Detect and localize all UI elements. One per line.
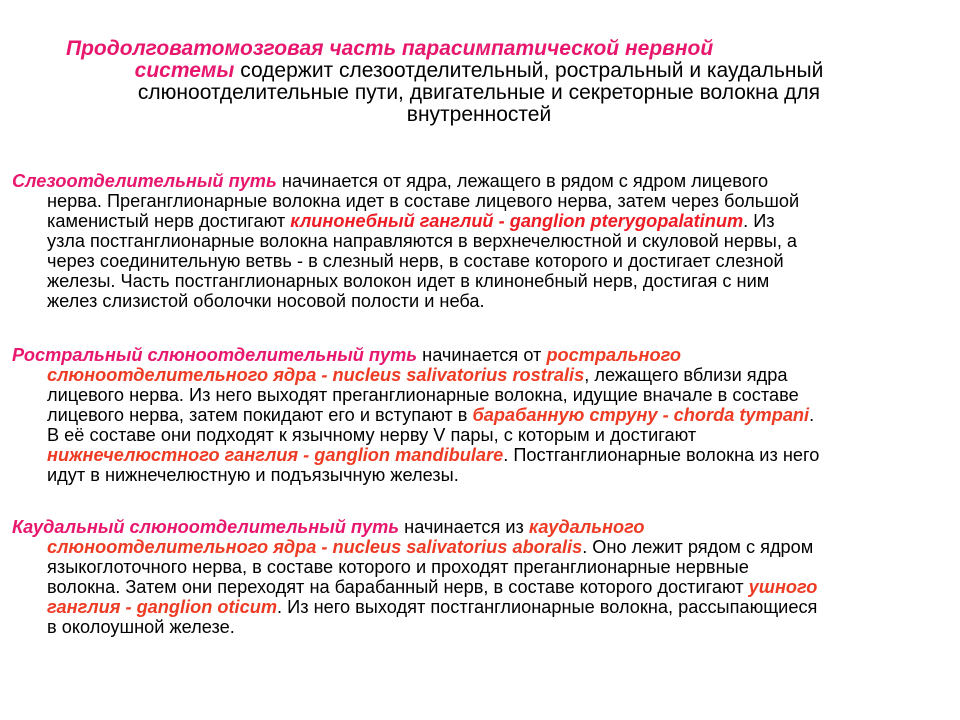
paragraph-rostral-path bbox=[12, 345, 957, 485]
term-caudal-nucleus: каудального bbox=[528, 517, 645, 537]
paragraph-line bbox=[12, 517, 957, 537]
title-line-3: слюноотделительные пути, двигательные и секреторные волокна для bbox=[137, 81, 821, 104]
term-lacrimal-path: Слезоотделительный путь bbox=[12, 171, 277, 191]
paragraph-text: . bbox=[809, 405, 815, 425]
paragraph-line: языкоглоточного нерва, в составе которого и проходят преганглионарные нервные bbox=[47, 557, 749, 577]
paragraph-line bbox=[12, 365, 957, 385]
paragraph-text: начинается из bbox=[399, 517, 529, 537]
title-line-2 bbox=[66, 60, 892, 82]
paragraph-line bbox=[12, 445, 957, 465]
term-pterygopalatine-ganglion: клинонебный ганглий - ganglion pterygopalatinum bbox=[290, 211, 744, 231]
paragraph-line: железы. Часть постганглионарных волокон идет в клинонебный нерв, достигая с ним bbox=[47, 271, 770, 291]
paragraph-line bbox=[12, 345, 957, 365]
paragraph-line bbox=[12, 577, 957, 597]
paragraph-text: начинается от ядра, лежащего в рядом с ядром лицевого bbox=[276, 171, 769, 191]
paragraph-line: нерва. Преганглионарные волокна идет в составе лицевого нерва, затем через большой bbox=[47, 191, 800, 211]
term-rostral-path: Ростральный слюноотделительный путь bbox=[12, 345, 418, 365]
term-otic-ganglion: ушного bbox=[748, 577, 818, 597]
title-line-2-text: содержит слезоотделительный, ростральный и каудальный bbox=[234, 59, 824, 82]
term-caudal-path: Каудальный слюноотделительный путь bbox=[12, 517, 400, 537]
paragraph-line bbox=[12, 211, 957, 231]
slide-title bbox=[66, 38, 892, 126]
paragraph-text: . Оно лежит рядом с ядром bbox=[582, 537, 814, 557]
paragraph-text: . Из bbox=[743, 211, 775, 231]
paragraph-line bbox=[12, 537, 957, 557]
term-nucleus-salivatorius-aboralis: слюноотделительного ядра - nucleus salivatorius aboralis bbox=[47, 537, 583, 557]
term-chorda-tympani: барабанную струну - chorda tympani bbox=[472, 405, 810, 425]
paragraph-text: лицевого нерва, затем покидают его и вступают в bbox=[47, 405, 473, 425]
paragraph-text: каменистый нерв достигают bbox=[47, 211, 291, 231]
paragraph-line: идут в нижнечелюстную и подъязычную железы. bbox=[47, 465, 459, 485]
paragraph-line: лицевого нерва. Из него выходят преганглионарные волокна, идущие вначале в составе bbox=[47, 385, 799, 405]
paragraph-line: узла постганглионарные волокна направляются в верхнечелюстной и скуловой нервы, а bbox=[47, 231, 798, 251]
paragraph-text: , лежащего вблизи ядра bbox=[584, 365, 788, 385]
paragraph-text: . Из него выходят постганглионарные волокна, рассыпающиеся bbox=[277, 597, 818, 617]
title-line-4: внутренностей bbox=[406, 103, 552, 126]
paragraph-line bbox=[12, 171, 957, 191]
term-ganglion-mandibulare: нижнечелюстного ганглия - ganglion mandibulare bbox=[47, 445, 504, 465]
title-line-1: Продолговатомозговая часть парасимпатической нервной bbox=[66, 37, 714, 60]
paragraph-text: волокна. Затем они переходят на барабанный нерв, в составе которого достигают bbox=[47, 577, 749, 597]
paragraph-line: желез слизистой оболочки носовой полости и неба. bbox=[47, 291, 485, 311]
title-emphasis: системы bbox=[134, 59, 235, 82]
paragraph-line: через соединительную ветвь - в слезный нерв, в составе которого и достигает слезной bbox=[47, 251, 784, 271]
paragraph-text: . Постганглионарные волокна из него bbox=[503, 445, 820, 465]
term-rostral-nucleus: рострального bbox=[546, 345, 681, 365]
paragraph-line: в околоушной железе. bbox=[47, 617, 235, 637]
paragraph-line bbox=[12, 405, 957, 425]
paragraph-lacrimal-path bbox=[12, 171, 957, 311]
paragraph-caudal-path bbox=[12, 517, 957, 637]
paragraph-line bbox=[12, 597, 957, 617]
paragraph-text: начинается от bbox=[417, 345, 547, 365]
paragraph-line: В её составе они подходят к язычному нерву V пары, с которым и достигают bbox=[47, 425, 697, 445]
term-ganglion-oticum: ганглия - ganglion oticum bbox=[47, 597, 278, 617]
term-nucleus-salivatorius-rostralis: слюноотделительного ядра - nucleus salivatorius rostralis bbox=[47, 365, 585, 385]
